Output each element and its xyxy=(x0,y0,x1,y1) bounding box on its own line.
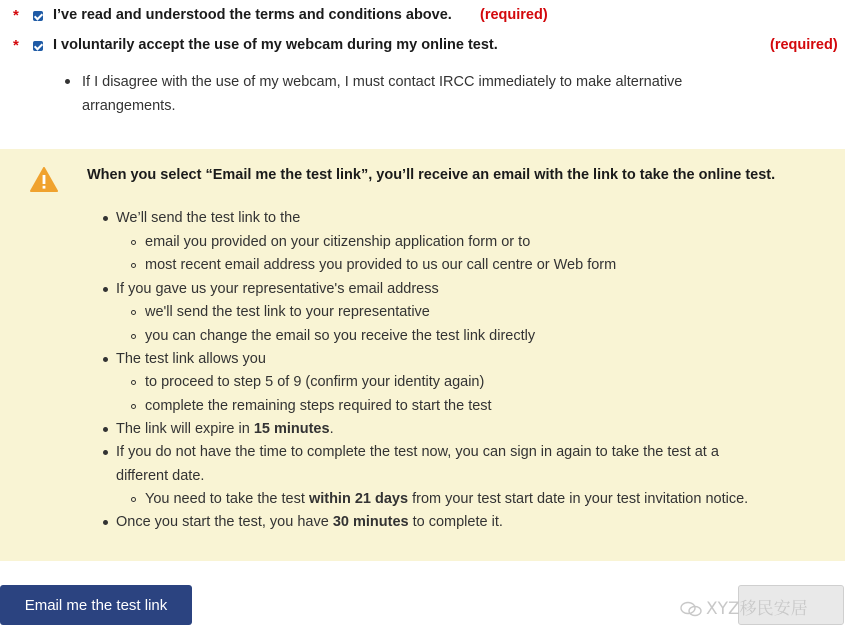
list-subitem: complete the remaining steps required to start the test xyxy=(145,398,492,414)
list-sub-bullet xyxy=(131,334,136,339)
warning-title: When you select “Email me the test link”, you’ll receive an email with the link to take the online test. xyxy=(87,167,776,183)
email-test-link-button[interactable]: Email me the test link xyxy=(0,585,192,625)
list-item-continued: different date. xyxy=(116,468,205,484)
list-item: If you gave us your representative's email address xyxy=(116,281,439,297)
list-sub-bullet xyxy=(131,404,136,409)
list-sub-bullet xyxy=(131,380,136,385)
list-item: Once you start the test, you have 30 minutes to complete it. xyxy=(116,514,503,530)
required-star: * xyxy=(13,37,19,54)
list-bullet xyxy=(103,357,108,362)
watermark: XYZ移民安居 xyxy=(680,594,808,619)
list-item: We’ll send the test link to the xyxy=(116,210,301,226)
list-bullet xyxy=(103,287,108,292)
list-subitem: to proceed to step 5 of 9 (confirm your identity again) xyxy=(145,374,485,390)
list-subitem: most recent email address you provided to us our call centre or Web form xyxy=(145,257,617,273)
list-bullet xyxy=(103,216,108,221)
warning-triangle-icon xyxy=(30,167,58,192)
terms-checkbox-label: I’ve read and understood the terms and conditions above. xyxy=(53,7,452,23)
terms-checkbox[interactable] xyxy=(33,11,43,21)
list-sub-bullet xyxy=(131,497,136,502)
list-item: The link will expire in 15 minutes. xyxy=(116,421,334,437)
list-subitem: You need to take the test within 21 days from your test start date in your test invitation notice. xyxy=(145,491,749,507)
list-bullet xyxy=(103,450,108,455)
required-label: (required) xyxy=(770,37,838,53)
list-sub-bullet xyxy=(131,240,136,245)
webcam-checkbox[interactable] xyxy=(33,41,43,51)
list-bullet xyxy=(65,79,70,84)
webcam-note: If I disagree with the use of my webcam, I must contact IRCC immediately to make alternative arrangements. xyxy=(82,74,683,114)
list-bullet xyxy=(103,427,108,432)
list-subitem: we'll send the test link to your representative xyxy=(145,304,430,320)
list-sub-bullet xyxy=(131,310,136,315)
required-label: (required) xyxy=(480,7,548,23)
list-item: If you do not have the time to complete the test now, you can sign in again to take the test at a xyxy=(116,444,719,460)
webcam-checkbox-label: I voluntarily accept the use of my webcam during my online test. xyxy=(53,37,498,53)
list-subitem: email you provided on your citizenship application form or to xyxy=(145,234,531,250)
list-sub-bullet xyxy=(131,263,136,268)
wechat-icon xyxy=(680,601,702,617)
list-bullet xyxy=(103,520,108,525)
required-star: * xyxy=(13,7,19,24)
list-item: The test link allows you xyxy=(116,351,266,367)
list-subitem: you can change the email so you receive the test link directly xyxy=(145,328,536,344)
